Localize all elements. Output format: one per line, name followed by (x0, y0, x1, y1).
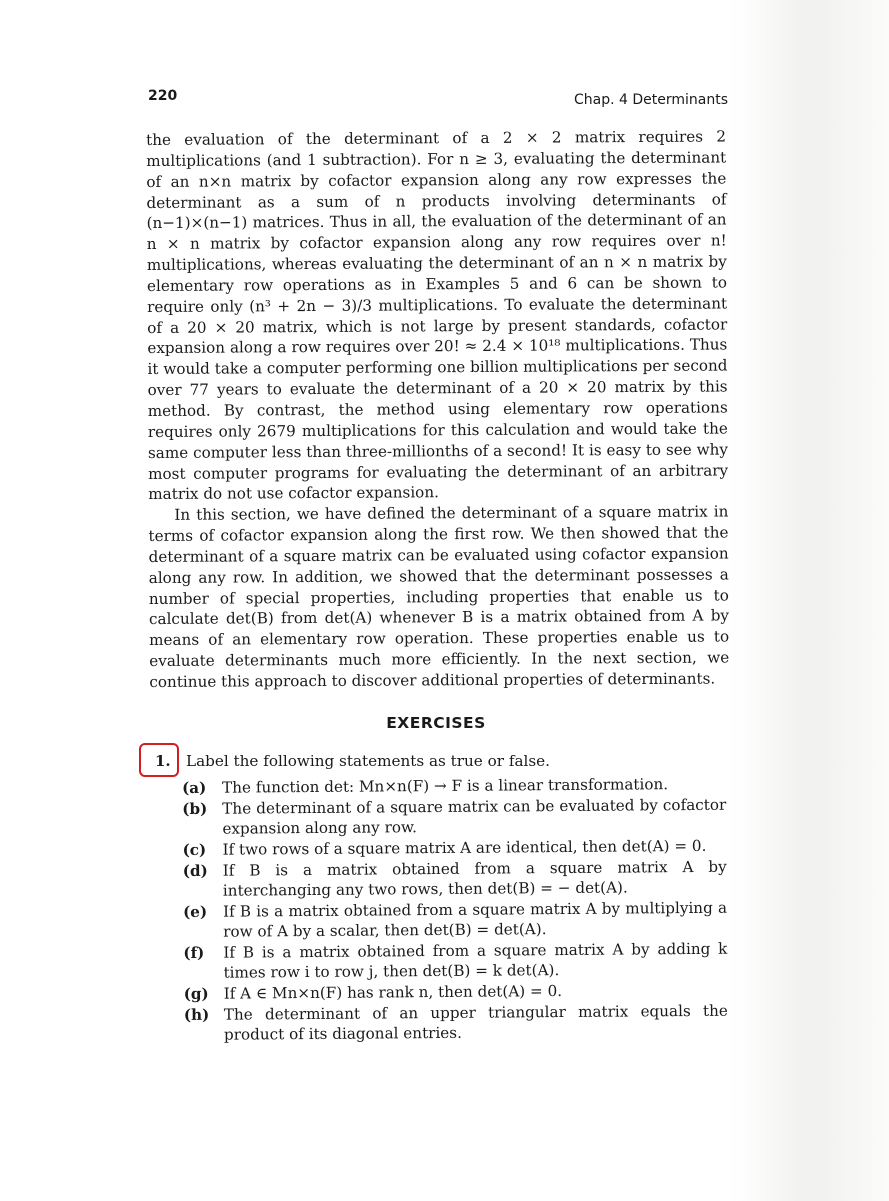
item-text: If B is a matrix obtained from a square matrix A by interchanging any two rows, then det(B) = − det(A). (222, 857, 727, 900)
page-number: 220 (148, 88, 178, 104)
exercise-item-e (183, 898, 727, 943)
exercise-item-h (184, 1000, 728, 1045)
page-gutter-shadow (749, 0, 889, 1201)
running-header (148, 88, 728, 112)
body-text (146, 126, 729, 692)
exercises-heading: EXERCISES (386, 714, 486, 732)
item-label: (g) (183, 984, 209, 1003)
item-label: (c) (182, 840, 207, 859)
item-label: (b) (182, 799, 208, 818)
item-label: (e) (182, 902, 208, 921)
paragraph-2: In this section, we have defined the determinant of a square matrix in terms of cofactor expansion along the first row. We then showed that the determinant of a square matrix can be evaluated using cofactor expansion along any row. In addition, we showed that the determinant possesses a number of special properties, including properties that enable us to calculate det(B) from det(A) whenever B is a matrix obtained from A by means of an elementary row operation. These properties enable us to evaluate determinants much more efficiently. In the next section, we continue this approach to discover additional properties of determinants. (148, 502, 730, 691)
item-label: (d) (182, 861, 208, 880)
item-text: The determinant of an upper triangular matrix equals the product of its diagonal entries. (223, 1001, 728, 1044)
exercise-items (182, 774, 728, 1046)
item-text: The function det: Mn×n(F) → F is a linear transformation. (222, 775, 669, 797)
item-text: If B is a matrix obtained from a square matrix A by adding k times row i to row j, then det(B) = k det(A). (223, 939, 728, 982)
chapter-title: Chap. 4 Determinants (573, 92, 728, 108)
exercise-item-f (183, 939, 727, 984)
item-text: If B is a matrix obtained from a square matrix A by multiplying a row of A by a scalar, then det(B) = det(A). (222, 898, 728, 941)
item-text: The determinant of a square matrix can be evaluated by cofactor expansion along any row. (222, 795, 727, 838)
item-label: (f) (183, 943, 205, 962)
item-label: (h) (183, 1005, 210, 1024)
item-text: If two rows of a square matrix A are identical, then det(A) = 0. (222, 836, 707, 859)
exercise-item-b (182, 795, 726, 840)
item-label: (a) (182, 778, 207, 797)
exercise-item-d (183, 856, 727, 901)
item-text: If A ∈ Mn×n(F) has rank n, then det(A) = 0. (223, 981, 563, 1003)
exercise-number: 1. (155, 752, 171, 770)
paragraph-1: the evaluation of the determinant of a 2 × 2 matrix requires 2 multiplications (and 1 subtraction). For n ≥ 3, evaluating the determinant of an n×n matrix by cofactor expansion along any row expresses the determinant as a sum of n products involving determinants of (n−1)×(n−1) matrices. Thus in all, the evaluation of the determinant of an n × n matrix by cofactor expansion along any row requires over n! multiplications, whereas evaluating the determinant of an n × n matrix by elementary row operations as in Examples 5 and 6 can be shown to require only (n³ + 2n − 3)/3 multiplications. To evaluate the determinant of a 20 × 20 matrix, which is not large by present standards, cofactor expansion along a row requires over 20! ≈ 2.4 × 10¹⁸ multiplications. Thus it would take a computer performing one billion multiplications per second over 77 years to evaluate the determinant of a 20 × 20 matrix by this method. By contrast, the method using elementary row operations requires only 2679 multiplications for this calculation and would take the same computer less than three-millionths of a second! It is easy to see why most computer programs for evaluating the determinant of an arbitrary matrix do not use cofactor expansion. (146, 127, 729, 504)
exercise-prompt: Label the following statements as true or false. (186, 752, 550, 770)
